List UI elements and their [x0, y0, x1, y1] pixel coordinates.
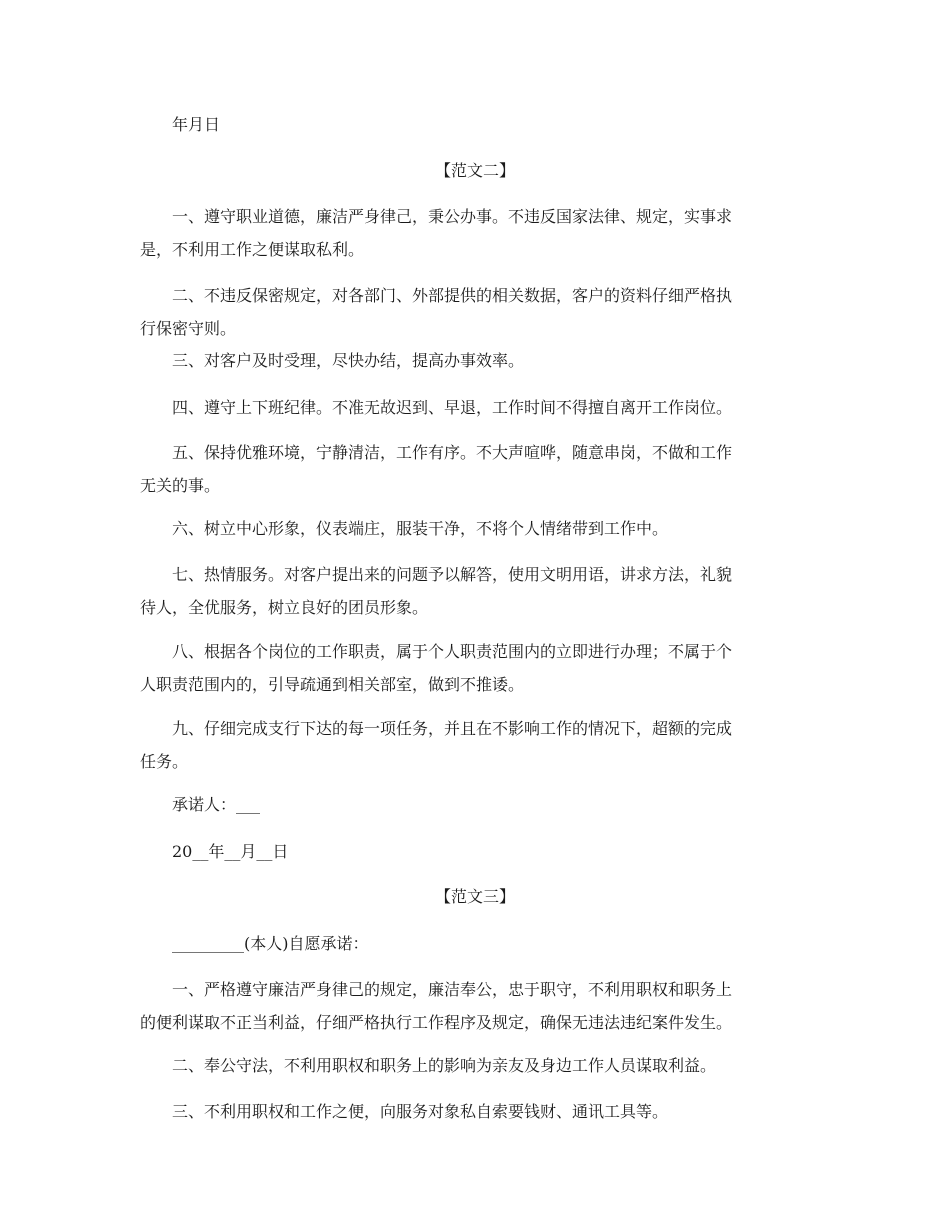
heading-fanwen-2: 【范文二】 [434, 161, 515, 180]
paragraph-line: 二、不违反保密规定，对各部门、外部提供的相关数据，客户的资料仔细严格执 [140, 286, 733, 305]
signature-date: 20__年__月__日 [140, 842, 289, 861]
paragraph-4: 四、遵守上下班纪律。不准无故迟到、早退，工作时间不得擅自离开工作岗位。 [140, 398, 733, 417]
paragraph-line: 任务。 [140, 752, 189, 771]
paragraph-8 [140, 635, 810, 701]
paragraph-6: 六、树立中心形象，仪表端庄，服装干净，不将个人情绪带到工作中。 [140, 519, 669, 538]
date-line [140, 108, 810, 141]
paragraph-line: 人职责范围内的，引导疏通到相关部室，做到不推诿。 [140, 675, 525, 694]
paragraph-9 [140, 712, 810, 778]
paragraph-line: 的便利谋取不正当利益，仔细严格执行工作程序及规定，确保无违法违纪案件发生。 [140, 1013, 733, 1032]
paragraph-q3: 三、不利用职权和工作之便，向服务对象私自索要钱财、通讯工具等。 [140, 1102, 669, 1121]
promisor-line: 承诺人：___ [140, 795, 261, 814]
date-line-text: 年月日 [172, 115, 221, 134]
paragraph-line: 五、保持优雅环境，宁静清洁，工作有序。不大声喧哗，随意串岗，不做和工作 [140, 443, 733, 462]
paragraph-line: 八、根据各个岗位的工作职责，属于个人职责范围内的立即进行办理；不属于个 [140, 642, 733, 661]
paragraph-line: 一、严格遵守廉洁严身律己的规定，廉洁奉公，忠于职守，不利用职权和职务上 [140, 980, 733, 999]
paragraph-line: 七、热情服务。对客户提出来的问题予以解答，使用文明用语，讲求方法，礼貌 [140, 565, 733, 584]
heading-fanwen-3: 【范文三】 [434, 887, 515, 906]
paragraph-line: 九、仔细完成支行下达的每一项任务，并且在不影响工作的情况下，超额的完成 [140, 719, 733, 738]
paragraph-line: 一、遵守职业道德，廉洁严身律己，秉公办事。不违反国家法律、规定，实事求 [140, 207, 733, 226]
paragraph-1 [140, 200, 810, 266]
paragraph-2 [140, 279, 810, 345]
paragraph-line: 是，不利用工作之便谋取私利。 [140, 240, 365, 259]
paragraph-line: 行保密守则。 [140, 319, 237, 338]
paragraph-line: 无关的事。 [140, 476, 221, 495]
paragraph-3: 三、对客户及时受理，尽快办结，提高办事效率。 [140, 351, 525, 370]
paragraph-q1 [140, 973, 810, 1039]
self-promise-line: _________(本人)自愿承诺： [140, 934, 369, 953]
paragraph-line: 待人，全优服务，树立良好的团员形象。 [140, 598, 429, 617]
paragraph-7 [140, 558, 810, 624]
paragraph-q2: 二、奉公守法，不利用职权和职务上的影响为亲友及身边工作人员谋取利益。 [140, 1056, 717, 1075]
paragraph-5 [140, 436, 810, 502]
